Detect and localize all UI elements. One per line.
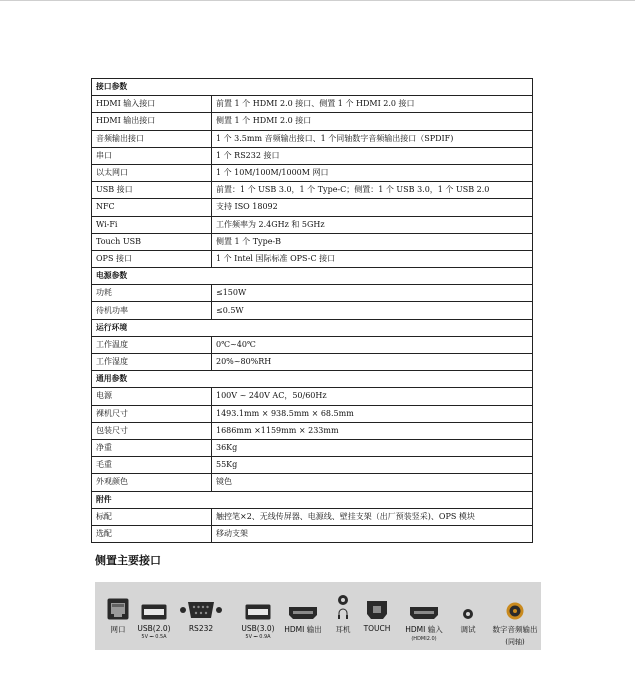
- spec-label: NFC: [92, 199, 212, 216]
- port-usb2: [135, 582, 173, 650]
- usb-port-icon: [245, 604, 271, 620]
- spec-label: 毛重: [92, 457, 212, 474]
- spec-value: 触控笔×2、无线传屏器、电源线、壁挂支架（出厂预装竖采)、OPS 模块: [212, 508, 533, 525]
- port-earphone-label: 耳机: [335, 625, 351, 634]
- spec-value: ≤150W: [212, 285, 533, 302]
- spec-label: Touch USB: [92, 233, 212, 250]
- table-row: [92, 388, 533, 405]
- table-row: [92, 164, 533, 181]
- spec-value: 1686mm ×1159mm × 233mm: [212, 422, 533, 439]
- spec-label: 以太网口: [92, 164, 212, 181]
- port-usb3: [239, 582, 277, 650]
- port-earphone: [329, 582, 357, 650]
- spec-label: 音频输出接口: [92, 130, 212, 147]
- spec-label: HDMI 输出接口: [92, 113, 212, 130]
- port-usb2-rating: 5V ⎓ 0.5A: [141, 634, 167, 640]
- table-row: [92, 422, 533, 439]
- spec-value: 36Kg: [212, 439, 533, 456]
- table-row: [92, 439, 533, 456]
- port-lan: [101, 582, 135, 650]
- table-row: [92, 508, 533, 525]
- port-debug-label: 调试: [460, 625, 476, 634]
- table-row: [92, 336, 533, 353]
- spec-label: Wi-Fi: [92, 216, 212, 233]
- spec-label: 串口: [92, 147, 212, 164]
- port-spdif-note: (同轴): [505, 638, 525, 646]
- top-rule: [0, 0, 635, 1]
- port-hdmi-in-label: HDMI 输入: [405, 625, 443, 634]
- side-ports-heading: 侧置主要接口: [95, 554, 161, 567]
- spec-label: 净重: [92, 439, 212, 456]
- section-title: 接口参数: [92, 79, 533, 96]
- port-spdif: [489, 582, 541, 650]
- debug-jack-icon: [462, 608, 474, 620]
- table-row: [92, 96, 533, 113]
- spec-table: [91, 78, 533, 543]
- spec-value: 支持 ISO 18092: [212, 199, 533, 216]
- table-row: [92, 474, 533, 491]
- spec-label: HDMI 输入接口: [92, 96, 212, 113]
- usb-port-icon: [141, 604, 167, 620]
- port-lan-label: 网口: [110, 625, 126, 634]
- port-rs232-label: RS232: [188, 624, 214, 633]
- section-row: [92, 371, 533, 388]
- ethernet-port-icon: [107, 598, 129, 620]
- port-hdmi-out: [281, 582, 325, 650]
- spec-label: 功耗: [92, 285, 212, 302]
- spec-value: 移动支架: [212, 525, 533, 542]
- table-row: [92, 130, 533, 147]
- spec-value: 20%~80%RH: [212, 354, 533, 371]
- port-hdmi-in-version: (HDMI2.0): [411, 636, 437, 642]
- spec-value: 1 个 3.5mm 音频输出接口、1 个同轴数字音频输出接口（SPDIF): [212, 130, 533, 147]
- spec-value: 0℃~40℃: [212, 336, 533, 353]
- table-row: [92, 216, 533, 233]
- serial-port-icon: [179, 600, 223, 620]
- table-row: [92, 147, 533, 164]
- section-title: 附件: [92, 491, 533, 508]
- spec-value: 工作频率为 2.4GHz 和 5GHz: [212, 216, 533, 233]
- spec-value: 镜色: [212, 474, 533, 491]
- port-spdif-label: 数字音频输出: [492, 625, 538, 634]
- spec-value: ≤0.5W: [212, 302, 533, 319]
- port-usb3-label: USB(3.0): [241, 624, 275, 633]
- section-row: [92, 268, 533, 285]
- port-debug: [453, 582, 483, 650]
- spec-value: 100V ~ 240V AC，50/60Hz: [212, 388, 533, 405]
- table-row: [92, 525, 533, 542]
- port-usb2-label: USB(2.0): [137, 624, 171, 633]
- table-row: [92, 233, 533, 250]
- usb-b-port-icon: [366, 600, 388, 620]
- section-row: [92, 79, 533, 96]
- section-title: 运行环境: [92, 319, 533, 336]
- spec-value: 侧置 1 个 Type-B: [212, 233, 533, 250]
- table-row: [92, 199, 533, 216]
- port-touch-label: TOUCH: [363, 624, 391, 633]
- table-row: [92, 285, 533, 302]
- section-title: 电源参数: [92, 268, 533, 285]
- spec-value: 55Kg: [212, 457, 533, 474]
- spec-label: OPS 接口: [92, 250, 212, 267]
- spec-value: 1 个 RS232 接口: [212, 147, 533, 164]
- table-row: [92, 405, 533, 422]
- table-row: [92, 182, 533, 199]
- spec-label: 选配: [92, 525, 212, 542]
- spec-label: 包装尺寸: [92, 422, 212, 439]
- coaxial-jack-icon: [506, 602, 524, 620]
- hdmi-port-icon: [409, 606, 439, 620]
- spec-label: 电源: [92, 388, 212, 405]
- spec-label: 工作湿度: [92, 354, 212, 371]
- port-usb3-rating: 5V ⎓ 0.9A: [245, 634, 271, 640]
- port-hdmi-in: [401, 582, 447, 650]
- section-title: 通用参数: [92, 371, 533, 388]
- spec-value: 1 个 10M/100M/1000M 网口: [212, 164, 533, 181]
- spec-value: 前置：1 个 USB 3.0，1 个 Type-C；侧置：1 个 USB 3.0，1 个 USB 2.0: [212, 182, 533, 199]
- audio-jack-icon: [337, 594, 349, 620]
- spec-label: 工作温度: [92, 336, 212, 353]
- port-touch: [359, 582, 395, 650]
- table-row: [92, 354, 533, 371]
- spec-label: 裸机尺寸: [92, 405, 212, 422]
- port-hdmi-out-label: HDMI 输出: [284, 625, 322, 634]
- spec-label: 标配: [92, 508, 212, 525]
- spec-value: 侧置 1 个 HDMI 2.0 接口: [212, 113, 533, 130]
- table-row: [92, 250, 533, 267]
- section-row: [92, 491, 533, 508]
- table-row: [92, 113, 533, 130]
- table-row: [92, 457, 533, 474]
- section-row: [92, 319, 533, 336]
- spec-value: 1 个 Intel 国际标准 OPS-C 接口: [212, 250, 533, 267]
- spec-label: 待机功率: [92, 302, 212, 319]
- spec-value: 前置 1 个 HDMI 2.0 接口、侧置 1 个 HDMI 2.0 接口: [212, 96, 533, 113]
- side-ports-panel: [95, 582, 541, 650]
- port-rs232: [175, 582, 227, 650]
- spec-value: 1493.1mm × 938.5mm × 68.5mm: [212, 405, 533, 422]
- spec-label: USB 接口: [92, 182, 212, 199]
- spec-label: 外观颜色: [92, 474, 212, 491]
- hdmi-port-icon: [288, 606, 318, 620]
- table-row: [92, 302, 533, 319]
